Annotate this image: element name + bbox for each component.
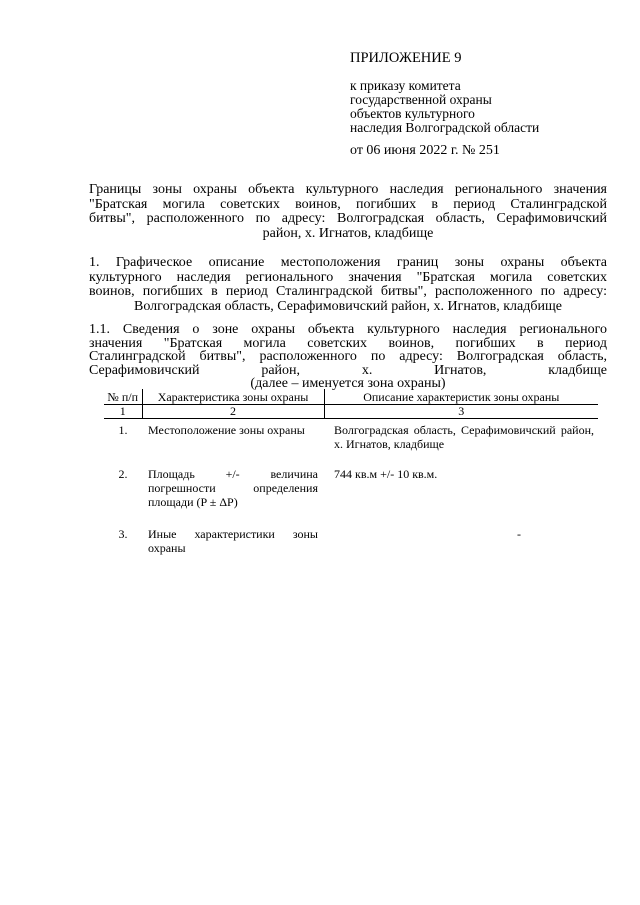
section-1-1-line: 1.1. Сведения о зоне охраны объекта культурного наследия регионального	[89, 322, 607, 337]
appendix-title: ПРИЛОЖЕНИЕ 9	[350, 50, 462, 66]
zone-characteristics-table	[104, 389, 598, 567]
row-characteristic: Иные характеристики зоны охраны	[148, 527, 318, 555]
section-1-1-line: значения "Братская могила советских воинов, погибших в период	[89, 335, 607, 351]
title-line: район, х. Игнатов, кладбище	[262, 225, 434, 241]
order-line: государственной охраны	[350, 92, 492, 107]
section-1-1-line: (далее – именуется зона охраны)	[250, 376, 446, 391]
order-reference	[350, 79, 539, 135]
column-number: 2	[142, 405, 324, 419]
table-row	[104, 463, 598, 523]
order-date: от 06 июня 2022 г. № 251	[350, 143, 500, 158]
row-description: Волгоградская область, Серафимовичский район, х. Игнатов, кладбище	[334, 423, 594, 451]
section-1-line: 1. Графическое описание местоположения границ зоны охраны объекта	[89, 255, 607, 270]
section-1-line: культурного наследия регионального значения "Братская могила советских	[89, 269, 607, 285]
table-column-numbers-row	[104, 405, 598, 419]
section-1-1-line: Серафимовичский район, х. Игнатов, кладбище	[89, 362, 607, 378]
table-row	[104, 419, 598, 464]
order-line: объектов культурного	[350, 106, 475, 121]
header-number: № п/п	[104, 389, 142, 405]
row-number: 2.	[118, 467, 128, 481]
row-description: 744 кв.м +/- 10 кв.м.	[334, 467, 438, 481]
title-line: "Братская могила советских воинов, погибших в период Сталинградской	[89, 196, 607, 212]
header-characteristic: Характеристика зоны охраны	[142, 389, 324, 405]
table-row	[104, 523, 598, 567]
title-line: битвы", расположенного по адресу: Волгоградская область, Серафимовичский	[89, 211, 607, 226]
section-1-1-line: Сталинградской битвы", расположенного по адресу: Волгоградская область,	[89, 349, 607, 364]
title-line: Границы зоны охраны объекта культурного наследия регионального значения	[89, 182, 607, 197]
document-title	[89, 183, 607, 241]
row-description: -	[517, 527, 521, 541]
section-1-line: Волгоградская область, Серафимовичский район, х. Игнатов, кладбище	[134, 298, 562, 314]
order-line: наследия Волгоградской области	[350, 120, 540, 135]
row-characteristic: Площадь +/- величина погрешности определения площади (P ± ΔP)	[148, 467, 318, 509]
column-number: 3	[324, 405, 598, 419]
column-number: 1	[104, 405, 142, 419]
row-number: 3.	[118, 527, 128, 541]
order-line: к приказу комитета	[350, 78, 461, 93]
header-description: Описание характеристик зоны охраны	[324, 389, 598, 405]
section-1-1	[89, 323, 607, 391]
table-header-row	[104, 389, 598, 405]
row-characteristic: Местоположение зоны охраны	[148, 423, 305, 437]
row-number: 1.	[118, 423, 128, 437]
section-1	[89, 256, 607, 314]
section-1-line: воинов, погибших в период Сталинградской битвы", расположенного по адресу:	[89, 284, 607, 299]
